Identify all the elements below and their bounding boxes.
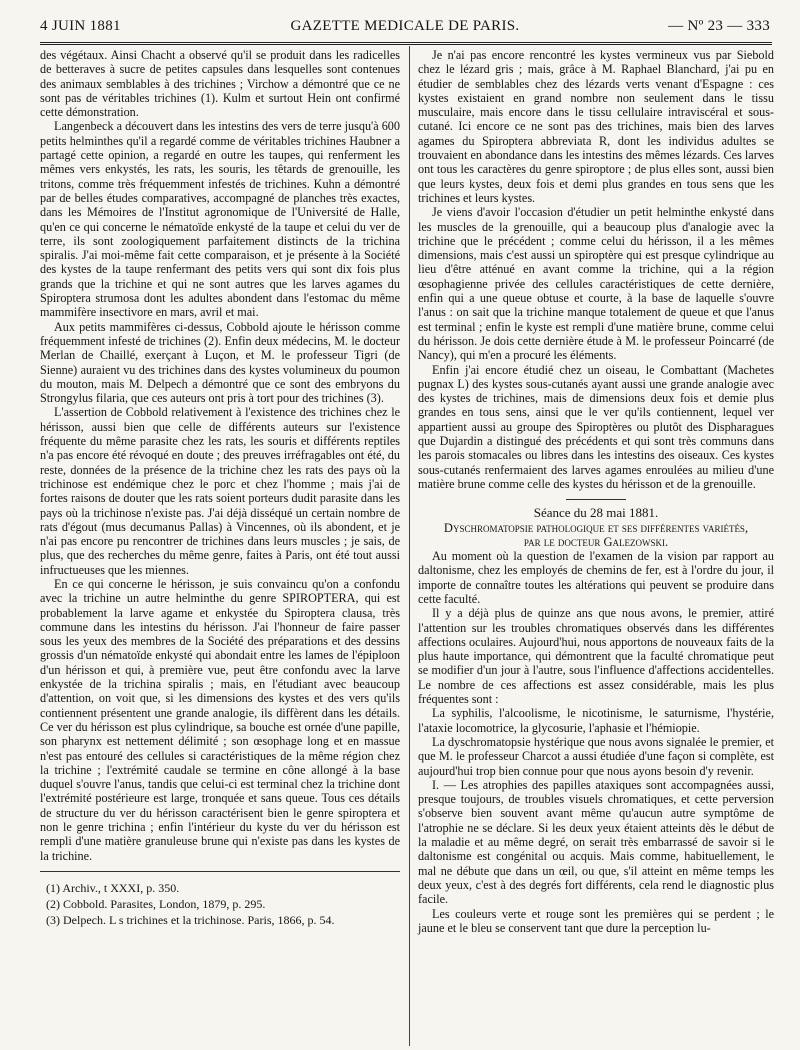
paragraph: Les couleurs verte et rouge sont les premières qui se perdent ; le jaune et le bleu se conservent tant que dure la perception lu- — [418, 906, 774, 935]
paragraph: Au moment où la question de l'examen de la vision par rapport au daltonisme, chez les employés de chemins de fer, est à l'ordre du jour, il importe de connaître toutes les altérations qui peuvent se produire dans cette faculté. — [418, 549, 774, 606]
section-separator — [566, 499, 626, 500]
header-date: 4 JUIN 1881 — [40, 18, 121, 34]
paragraph: La syphilis, l'alcoolisme, le nicotinisme, le saturnisme, l'hystérie, l'ataxie locomotrice, la glycosurie, l'aphasie et l'hémiopie. — [418, 706, 774, 735]
footnote: (1) Archiv., t XXXI, p. 350. — [46, 880, 180, 895]
header-rule — [40, 42, 772, 45]
article-title — [418, 521, 774, 550]
footnote-rule — [40, 871, 400, 872]
footnote: (3) Delpech. L s trichines et la trichinose. Paris, 1866, p. 54. — [46, 912, 335, 927]
header-issue-page: — Nº 23 — 333 — [668, 18, 770, 34]
column-divider — [409, 46, 410, 1046]
running-header — [40, 18, 770, 40]
paragraph: des végétaux. Ainsi Chacht a observé qu'il se produit dans les radicelles de betteraves à sucre de petites capsules dans lesquelles sont contenues des animaux semblables à des trichines ; Virchow a démontré que ce ne sont pas de véritables trichines (1). Kulm et surtout Hein ont confirmé cette démonstration. — [40, 48, 400, 120]
article-title-line: Dyschromatopsie pathologique et ses différentes variétés, — [443, 520, 749, 535]
paragraph: Je viens d'avoir l'occasion d'étudier un petit helminthe enkysté dans les muscles de la grenouille, qui a beaucoup plus d'analogie avec la trichine que le précédent ; comme celui du hérisson, il a les mêmes dimensions, mais c'est aussi un spiroptère qui est presque cylindrique au lieu d'être atténué en avant comme la trichine, qui a la région œsophagienne privée des cellules caractéristiques de cette dernière, enfin qui a une queue obtuse et courte, à la base de laquelle s'ouvre l'anus : on sait que la trichine manque totalement de queue et que l'anus est terminal ; enfin le kyste est rempli d'une matière brune, comme celui du hérisson. Je dois cette dernière étude à M. le professeur Poincarré (de Nancy), qui m'en a procuré les éléments. — [418, 205, 774, 363]
paragraph: Langenbeck a découvert dans les intestins des vers de terre jusqu'à 600 petits helminthes qu'il a regardé comme de véritables trichines Haubner a partagé cette opinion, a regardé en outre les taupes, qui renferment les mêmes vers enkystés, les rats, les souris, les têtards de grenouille, les tritons, comme très fréquemment infestés de trichines. Kuhn a démontré par de belles études comparatives, accompagné de planches très exactes, dans les Mémoires de l'Institut agronomique de l'Université de Halle, qu'en ce qui concerne le nématoïde enkysté de la taupe et celui du ver de terre, ils sont zoologiquement parfaitement distincts de la trichina spiralis. J'ai moi-même fait cette comparaison, et je présente à la Société des kystes de la taupe renfermant des petits vers qui sont dix fois plus grands que la trichine et qui ne sont autres que les larves agames du Spiroptera strumosa dont les adultes abondent dans l'estomac du même mammifère insectivore en mars, avril et mai. — [40, 119, 400, 320]
paragraph: Il y a déjà plus de quinze ans que nous avons, le premier, attiré l'attention sur les troubles chromatiques observés dans les différentes affections oculaires. Aujourd'hui, nous apportons de nouveaux faits de la plus haute importance, qui démontrent que la faculté chromatique peut se modifier d'un jour à l'autre, sous l'influence d'affections accidentelles. Le nombre de ces affections est assez considérable, mais les plus fréquentes sont : — [418, 606, 774, 707]
footnotes — [40, 880, 400, 928]
paragraph: La dyschromatopsie hystérique que nous avons signalée le premier, et que M. le professeur Charcot a aussi étudiée d'une façon si complète, est aujourd'hui trop bien connue pour que nous ayons besoin d'y revenir. — [418, 734, 774, 778]
right-column — [418, 48, 774, 935]
header-title: GAZETTE MEDICALE DE PARIS. — [290, 18, 520, 34]
paragraph: L'assertion de Cobbold relativement à l'existence des trichines chez le hérisson, aussi bien que celle de différents auteurs sur l'existence fréquente du même parasite chez les rats, les souris et différents reptiles n'a pas encore été révoqué en doute ; des preuves irréfragables ont été, du reste, données de la présence de la trichine chez les rats des pays où la trichinose est endémique chez le porc et chez l'homme ; mais j'ai de fortes raisons de douter que les rats soient porteurs dudit parasite dans les pays où la trichinose n'existe pas. J'ai déjà disséqué un certain nombre de rats d'égout (mus decumanus Pallas) à Vincennes, où ils abondent, et je n'ai pas encore pu rencontrer de trichines dans leurs muscles ; je sais, de plus, que des recherches du même genre, faites à Paris, ont été tout aussi infructueuses que les miennes. — [40, 405, 400, 577]
left-column — [40, 48, 400, 928]
article-author-line: par le docteur Galezowski. — [523, 534, 669, 549]
paragraph: En ce qui concerne le hérisson, je suis convaincu qu'on a confondu avec la trichine un autre helminthe du genre SPIROPTERA, qui est probablement la larve agame et enkystée du Spiroptera clausa, très commune dans les intestins du hérisson. J'ai l'honneur de faire passer sous les yeux des membres de la Société des préparations et des dessins grossis d'un nématoïde enkysté qui abondait entre les lames de l'épiploon d'un hérisson et qui, à première vue, peut être confondu avec la larve enkystée de la trichina spiralis ; mais, en l'étudiant avec beaucoup d'attention, on voit que, si les dimensions des kystes et des vers qu'ils contiennent présentent une grande analogie, ils diffèrent dans les détails. Ce ver du hérisson est plus cylindrique, sa bouche est ornée d'une papille, son pharynx est nettement délimité ; son œsophage long et en massue n'est pas entouré des cellules si caractéristiques de la même région chez la trichine ; l'extrémité caudale se termine en cône allongé à la base duquel s'ouvre l'anus, tandis que celui-ci est terminal chez la trichine dont l'extrémité postérieure est large, tronquée et sans queue. Tous ces détails de structure du ver du hérisson caractérisent bien le genre spiroptera et non le genre trichina ; enfin l'intérieur du kyste du ver du hérisson est rempli d'une matière granuleuse brune qui n'existe pas dans les kystes de la trichine. — [40, 576, 400, 863]
paragraph: I. — Les atrophies des papilles ataxiques sont accompagnées aussi, presque toujours, de troubles visuels chromatiques, et cette perversion s'observe bien souvent avant même qu'aucun autre symptôme de l'atrophie ne se déclare. Si les deux yeux étaient atteints dès le début de la maladie et au même degré, on serait très embarrassé de savoir si le daltonisme est congénital ou acquis. Mais comme, habituellement, le mal ne débute que dans un œil, ou que, s'il atteint en même temps les deux yeux, c'est à des degrés fort différents, cela rend le diagnostic plus facile. — [418, 777, 774, 907]
session-heading: Séance du 28 mai 1881. — [533, 505, 659, 521]
paragraph: Enfin j'ai encore étudié chez un oiseau, le Combattant (Machetes pugnax L) des kystes sous-cutanés ayant aussi une grande analogie avec des kystes de trichines, mais de dimensions deux fois et demie plus grandes en tous sens, ainsi que le ver qu'ils contiennent, lequel ver appartient aussi au groupe des Spiroptères ou plutôt des Dispharagues que Dujardin a distingué des précédents et qui sont très communs dans les parois stomacales ou libres dans les intestins des oiseaux. Ces kystes sous-cutanés renfermaient des larves agames enroulées au milieu d'une matière brune comme celle des kystes du hérisson et de la grenouille. — [418, 362, 774, 491]
paragraph: Aux petits mammifères ci-dessus, Cobbold ajoute le hérisson comme fréquemment infesté de trichines (2). Enfin deux médecins, M. le docteur Merlan de Chaillé, exerçant à Luçon, et M. le professeur Tigri (de Sienne) auraient vu des trichines dans des kystes volumineux du poumon du mouton, mais M. Delpech a démontré que ce sont des embryons du Strongylus filaria, que ces auteurs ont pris à tort pour des trichines (3). — [40, 319, 400, 406]
paragraph: Je n'ai pas encore rencontré les kystes vermineux vus par Siebold chez le lézard gris ; mais, grâce à M. Raphael Blanchard, j'ai pu en étudier de semblables chez des lézards verts venant d'Espagne : ces kystes existaient en grand nombre non seulement dans le tissu musculaire, mais encore dans le tissu cellulaire intraviscéral et sous-cutané. Ici encore ce ne sont pas des trichines, mais bien des larves agames du Spiroptera abbreviata R, dont les individus adultes se trouvaient en abondance dans les intestins des mêmes lézards. Ces larves ont tous les caractères du genre spiroptore ; de plus elles sont, aussi bien que leurs kystes, deux fois et demi plus grandes en tous sens que les trichines et leurs kystes. — [418, 48, 774, 205]
footnote: (2) Cobbold. Parasites, London, 1879, p. 295. — [46, 896, 266, 911]
